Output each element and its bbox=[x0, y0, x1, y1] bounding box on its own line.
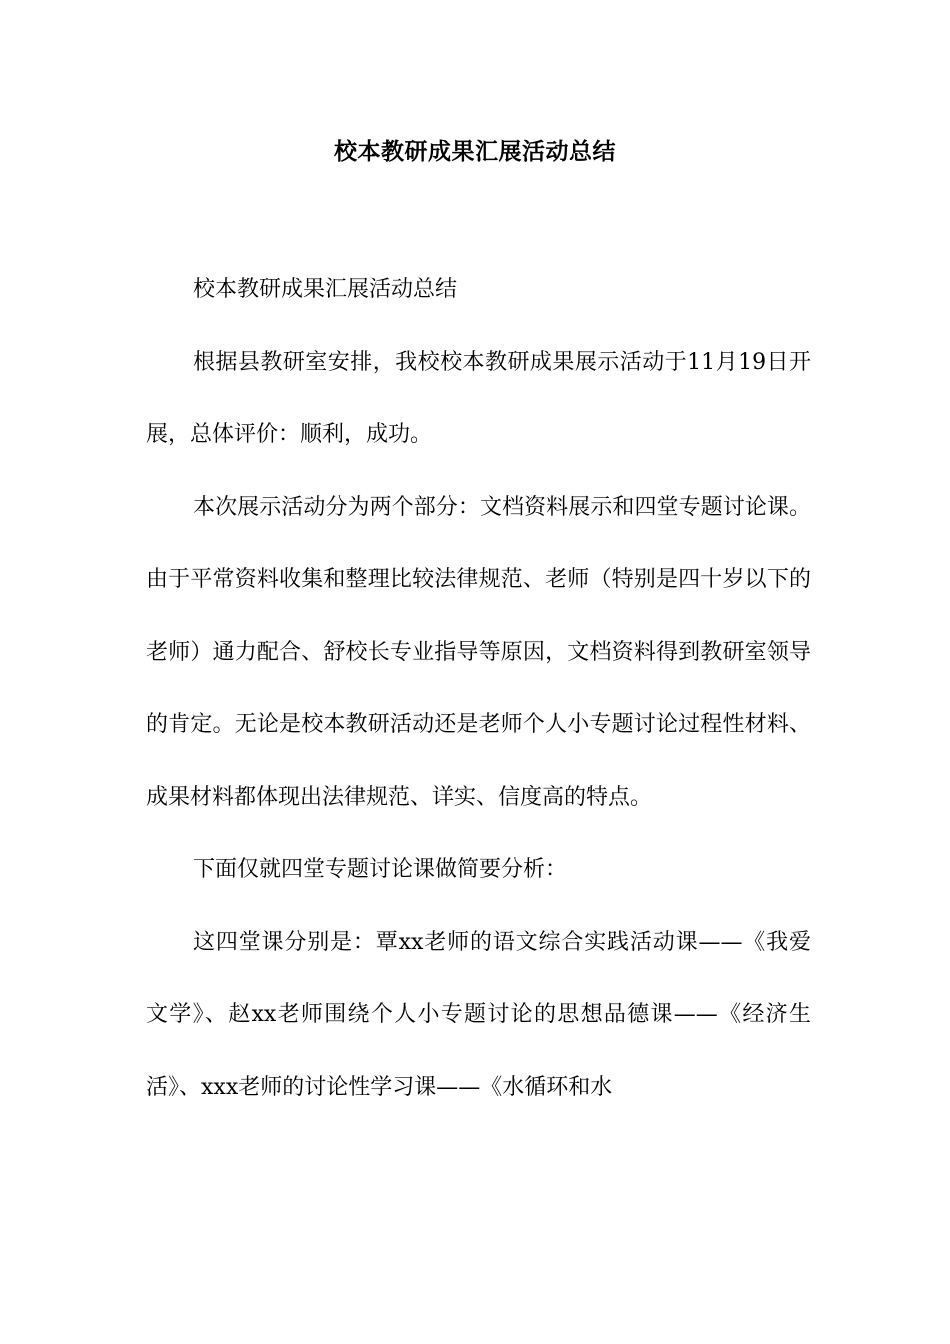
paragraph-analysis-lead: 下面仅就四堂专题讨论课做简要分析： bbox=[193, 857, 568, 882]
document-body bbox=[146, 254, 811, 1124]
paragraph-intro: 根据县教研室安排，我校校本教研成果展示活动于11月19日开展，总体评价：顺利，成功。 bbox=[146, 349, 811, 447]
paragraph-activity-overview: 本次展示活动分为两个部分：文档资料展示和四堂专题讨论课。由于平常资料收集和整理比较法律规范、老师（特别是四十岁以下的老师）通力配合、舒校长专业指导等原因，文档资料得到教研室领导的肯定。无论是校本教研活动还是老师个人小专题讨论过程性材料、成果材料都体现出法律规范、详实、信度高的特点。 bbox=[146, 494, 811, 810]
paragraph-four-lessons: 这四堂课分别是：覃xx老师的语文综合实践活动课——《我爱文学》、赵xx老师围绕个人小专题讨论的思想品德课——《经济生活》、xxx老师的讨论性学习课——《水循环和水 bbox=[146, 929, 811, 1100]
document-title: 校本教研成果汇展活动总结 bbox=[334, 138, 616, 165]
paragraph-subtitle: 校本教研成果汇展活动总结 bbox=[193, 277, 458, 302]
